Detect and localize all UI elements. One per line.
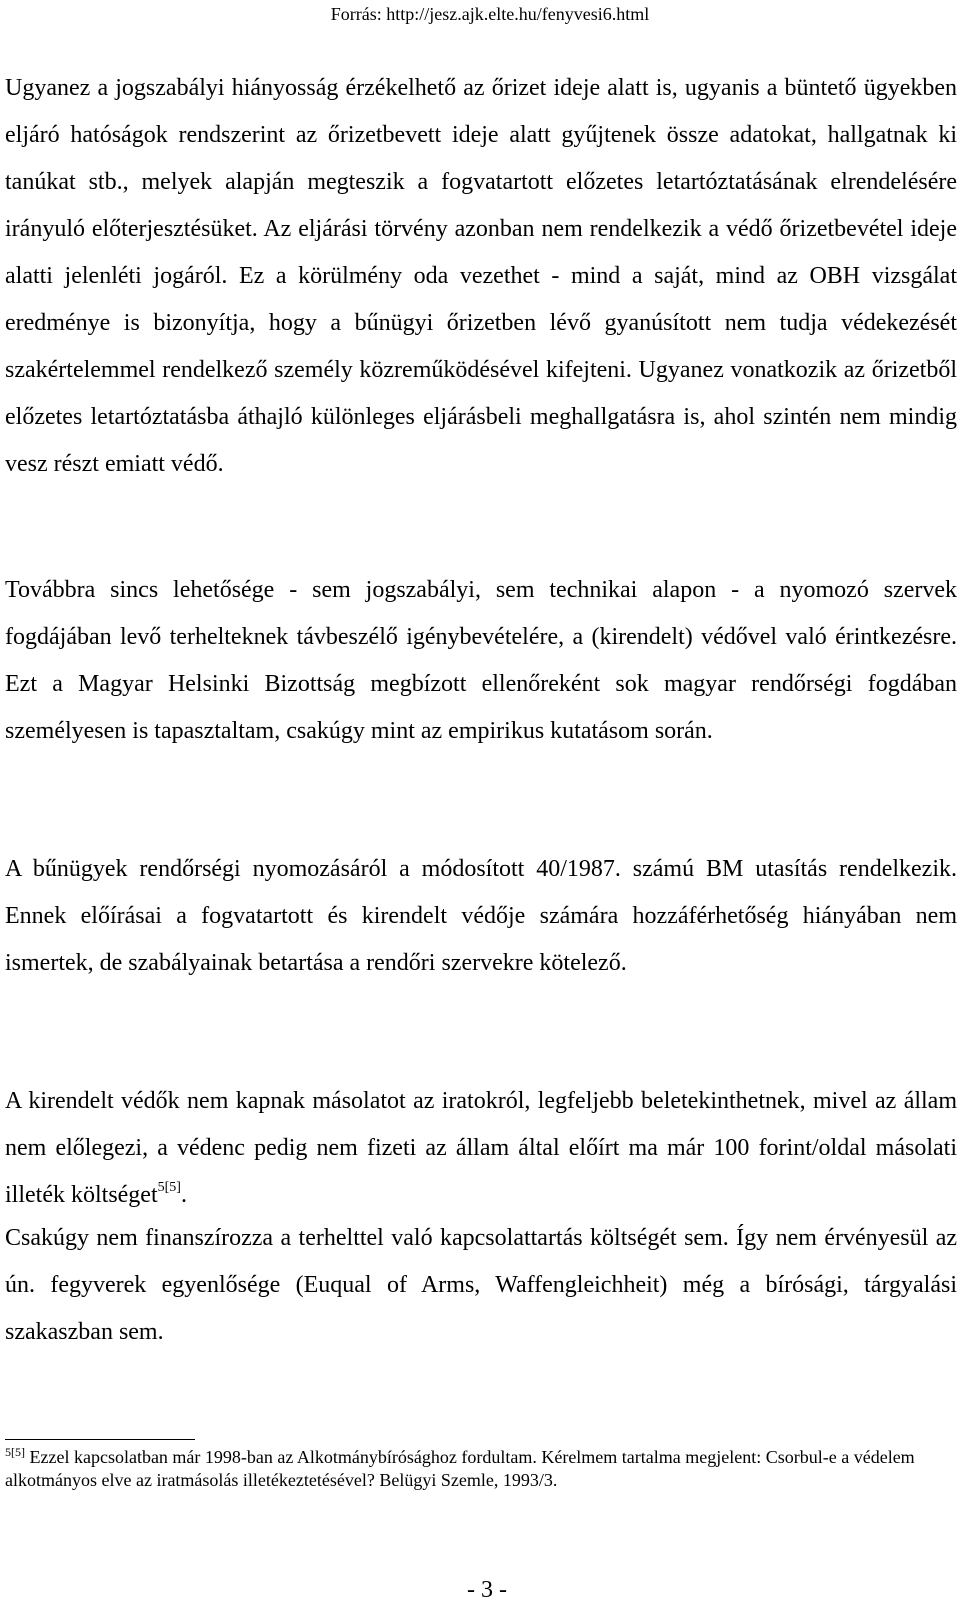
page-number: - 3 - bbox=[467, 1577, 507, 1603]
source-header: Forrás: http://jesz.ajk.elte.hu/fenyvesi6.html bbox=[330, 4, 650, 24]
paragraph-copies bbox=[5, 1078, 957, 1219]
footnote bbox=[5, 1446, 957, 1492]
paragraph-equality-of-arms: Csakúgy nem finanszírozza a terhelttel való kapcsolattartás költségét sem. Így nem érvényesül az ún. fegyverek egyenlősége (Euqual of Arms, Waffengleichheit) még a bírósági, tárgyalási szakaszban sem. bbox=[5, 1225, 957, 1345]
paragraph-copies-end: . bbox=[180, 1182, 187, 1208]
footnote-reference[interactable]: 5[5] bbox=[157, 1180, 181, 1195]
paragraph-bm-instruction: A bűnügyek rendőrségi nyomozásáról a módosított 40/1987. számú BM utasítás rendelkezik. Ennek előírásai a fogvatartott és kirendelt védője számára hozzáférhetőség hiányában nem ismertek, de szabályainak betartása a rendőri szervekre kötelező. bbox=[5, 856, 957, 976]
paragraph-custody: Ugyanez a jogszabályi hiányosság érzékelhető az őrizet ideje alatt is, ugyanis a büntető ügyekben eljáró hatóságok rendszerint az őrizetbevett ideje alatt gyűjtenek össze adatokat, hallgatnak ki tanúkat stb., melyek alapján megteszik a fogvatartott előzetes letartóztatásának elrendelésére irányuló előterjesztésüket. Az eljárási törvény azonban nem rendelkezik a védő őrizetbevétel ideje alatti jelenléti jogáról. Ez a körülmény oda vezethet - mind a saját, mind az OBH vizsgálat eredménye is bizonyítja, hogy a bűnügyi őrizetben lévő gyanúsított nem tudja védekezését szakértelemmel rendelkező személy közreműködésével kifejteni. Ugyanez vonatkozik az őrizetből előzetes letartóztatásba áthajló különleges eljárásbeli meghallgatásra is, ahol szintén nem mindig vesz részt emiatt védő. bbox=[5, 75, 957, 477]
footnote-marker: 5[5] bbox=[5, 1445, 25, 1459]
paragraph-copies-text: A kirendelt védők nem kapnak másolatot az iratokról, legfeljebb beletekinthetnek, mivel az állam nem előlegezi, a védenc pedig nem fizeti az állam által előírt ma már 100 forint/oldal másolati illeték költséget bbox=[5, 1088, 957, 1208]
footnote-text: Ezzel kapcsolatban már 1998-ban az Alkotmánybírósághoz fordultam. Kérelmem tartalma megjelent: Csorbul-e a védelem alkotmányos elve az iratmásolás illetékeztetésével? Belügyi Szemle, 1993/3. bbox=[5, 1447, 915, 1490]
paragraph-phone-access: Továbbra sincs lehetősége - sem jogszabályi, sem technikai alapon - a nyomozó szervek fogdájában levő terhelteknek távbeszélő igénybevételére, a (kirendelt) védővel való érintkezésre. Ezt a Magyar Helsinki Bizottság megbízott ellenőreként sok magyar rendőrségi fogdában személyesen is tapasztaltam, csakúgy mint az empirikus kutatásom során. bbox=[5, 577, 957, 744]
footnote-divider bbox=[5, 1439, 195, 1440]
